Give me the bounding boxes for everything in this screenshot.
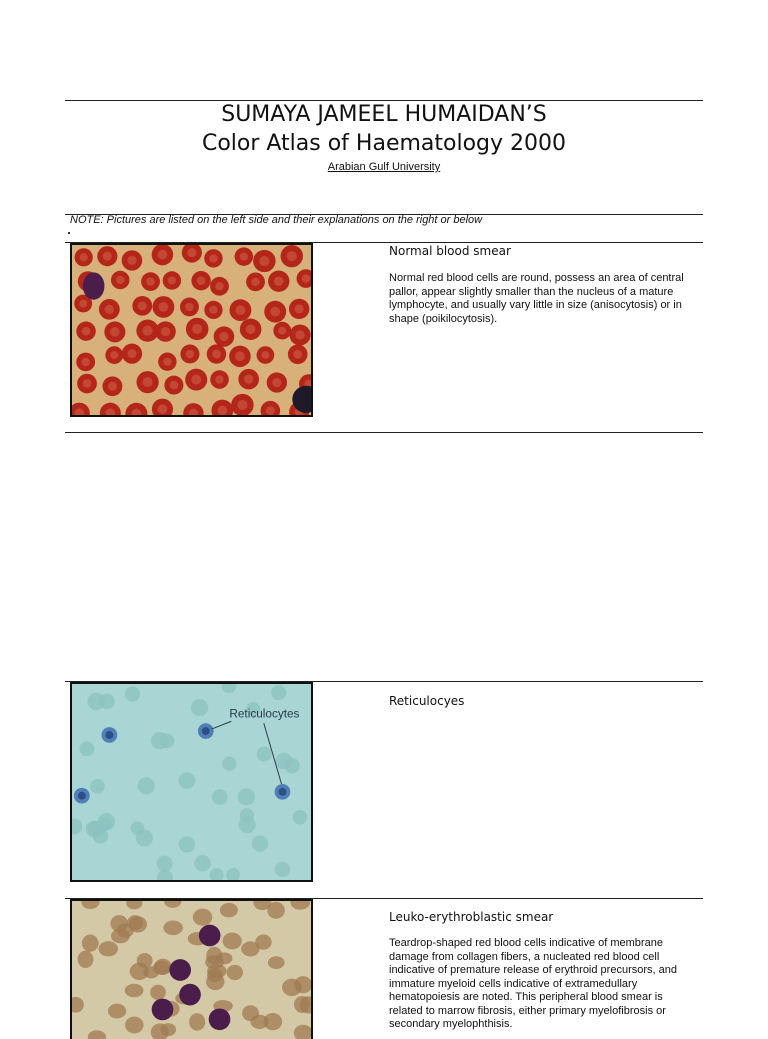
red-blood-cell (222, 757, 236, 771)
central-pallor (170, 381, 179, 390)
red-blood-cell (151, 732, 168, 749)
central-pallor (186, 350, 195, 359)
red-blood-cell (212, 789, 228, 805)
central-pallor (83, 379, 92, 388)
entry-text-normal-smear: Normal red blood cells are round, possess an area of central pallor, appear slightly smaller than the nucleus of a mature lymphocyte, and usually vary little in size (anisocytosis) or in shape (poikilocytosis). (389, 272, 684, 325)
red-blood-cell (108, 1004, 126, 1019)
red-blood-cell (178, 772, 195, 789)
note-text: NOTE: Pictures are listed on the left side and their explanations on the right or below (70, 214, 483, 226)
central-pallor (192, 324, 202, 334)
red-blood-cell (216, 952, 232, 964)
red-blood-cell (125, 1017, 144, 1034)
central-pallor (302, 274, 310, 282)
red-blood-cell (268, 956, 285, 969)
myeloid-cell (209, 1008, 231, 1030)
central-pallor (295, 304, 304, 313)
central-pallor (212, 350, 221, 359)
central-pallor (274, 276, 284, 286)
central-pallor (235, 352, 245, 362)
note-dot (68, 232, 70, 234)
central-pallor (143, 326, 153, 336)
reticulocytes-image (70, 682, 313, 882)
central-pallor (159, 302, 169, 312)
leuko-erythroblastic-image (70, 899, 313, 1039)
reticulocyte-stain (202, 727, 210, 735)
red-blood-cell (250, 1015, 268, 1029)
central-pallor (293, 350, 302, 359)
red-blood-cell (238, 788, 255, 805)
red-blood-cell (179, 836, 195, 852)
entry-title-leuko-erythroblastic: Leuko-erythroblastic smear (389, 910, 554, 924)
myeloid-cell (179, 984, 201, 1006)
myeloid-cell (169, 959, 191, 981)
central-pallor (127, 349, 136, 358)
central-pallor (295, 330, 305, 339)
central-pallor (110, 327, 119, 336)
central-pallor (197, 276, 206, 285)
central-pallor (168, 276, 176, 284)
myeloid-cell (199, 925, 221, 947)
central-pallor (235, 305, 245, 315)
central-pallor (240, 252, 248, 260)
red-blood-cell (78, 951, 94, 968)
reticulocyte-stain (78, 792, 86, 800)
central-pallor (259, 256, 269, 266)
central-pallor (251, 278, 259, 286)
central-pallor (270, 307, 280, 317)
entry-title-normal-smear: Normal blood smear (389, 244, 511, 258)
central-pallor (272, 378, 281, 387)
central-pallor (81, 358, 89, 366)
red-blood-cell (137, 953, 153, 968)
red-blood-cell (223, 932, 242, 949)
page-title: Color Atlas of Haematology 2000 (201, 131, 567, 156)
red-blood-cell (153, 961, 170, 975)
entry-text-leuko-erythroblastic: Teardrop-shaped red blood cells indicative of membrane damage from collagen fibers, a nucleated red blood cell indicative of premature release of erythroid precursors, and immature myeloid cells indicative of extramedullary hematopoiesis are noted. This peripheral blood smear is related to marrow fibrosis, either primary myelofibrosis or secondary myelophthisis. (389, 937, 677, 1030)
author-heading: SUMAYA JAMEEL HUMAIDAN’S (221, 102, 547, 127)
institution-link[interactable]: Arabian Gulf University (327, 161, 441, 173)
red-blood-cell (194, 855, 210, 871)
reticulocyte-stain (105, 731, 113, 739)
reticulocyte-stain (279, 788, 287, 796)
red-blood-cell (220, 903, 238, 917)
red-blood-cell (257, 746, 272, 761)
central-pallor (261, 351, 269, 359)
entry1-bottom-rule (65, 432, 703, 433)
red-blood-cell (138, 777, 155, 794)
red-blood-cell (90, 779, 105, 794)
central-pallor (158, 250, 168, 260)
red-blood-cell (252, 836, 268, 852)
red-blood-cell (160, 1023, 176, 1036)
central-pallor (108, 382, 117, 391)
red-blood-cell (293, 810, 308, 825)
central-pallor (127, 256, 136, 265)
central-pallor (278, 327, 286, 335)
central-pallor (146, 277, 154, 285)
red-blood-cell (156, 856, 172, 872)
red-blood-cell (189, 1013, 205, 1030)
central-pallor (80, 253, 88, 261)
top-rule (65, 100, 703, 101)
red-blood-cell (193, 909, 212, 926)
red-blood-cell (150, 985, 166, 1000)
red-blood-cell (191, 699, 208, 716)
central-pallor (116, 276, 124, 284)
red-blood-cell (239, 816, 256, 833)
red-blood-cell (284, 758, 300, 774)
central-pallor (287, 251, 297, 261)
central-pallor (215, 375, 223, 383)
red-blood-cell (82, 935, 99, 952)
red-blood-cell (98, 817, 112, 831)
central-pallor (209, 254, 217, 262)
normal-blood-smear-image (70, 243, 313, 417)
central-pallor (110, 351, 118, 359)
myeloid-cell (152, 999, 174, 1021)
red-blood-cell (227, 965, 243, 980)
reticulocytes-label: Reticulocytes (229, 707, 300, 721)
red-blood-cell (117, 924, 133, 938)
central-pallor (217, 406, 227, 415)
central-pallor (163, 358, 171, 366)
central-pallor (158, 404, 168, 413)
red-blood-cell (99, 941, 119, 956)
central-pallor (219, 332, 228, 341)
central-pallor (191, 375, 201, 385)
central-pallor (185, 303, 194, 311)
red-blood-cell (163, 921, 183, 936)
red-blood-cell (130, 821, 144, 835)
central-pallor (105, 305, 114, 314)
central-pallor (215, 282, 223, 290)
central-pallor (138, 301, 147, 310)
red-blood-cell (282, 979, 302, 996)
central-pallor (161, 327, 170, 336)
central-pallor (266, 406, 275, 415)
red-blood-cell (241, 941, 259, 956)
red-blood-cell (206, 973, 225, 990)
red-blood-cell (271, 685, 286, 700)
central-pallor (82, 327, 91, 336)
central-pallor (143, 377, 153, 387)
red-blood-cell (125, 686, 140, 701)
central-pallor (103, 252, 112, 261)
central-pallor (209, 306, 217, 314)
red-blood-cell (275, 862, 291, 877)
red-blood-cell (79, 741, 94, 756)
central-pallor (237, 400, 247, 410)
central-pallor (246, 324, 256, 334)
entry-title-reticulocytes: Reticulocyes (389, 694, 465, 708)
central-pallor (244, 375, 253, 384)
red-blood-cell (125, 984, 144, 998)
red-blood-cell (87, 693, 104, 710)
central-pallor (187, 248, 196, 257)
lymphocyte (83, 272, 105, 299)
central-pallor (79, 300, 87, 308)
